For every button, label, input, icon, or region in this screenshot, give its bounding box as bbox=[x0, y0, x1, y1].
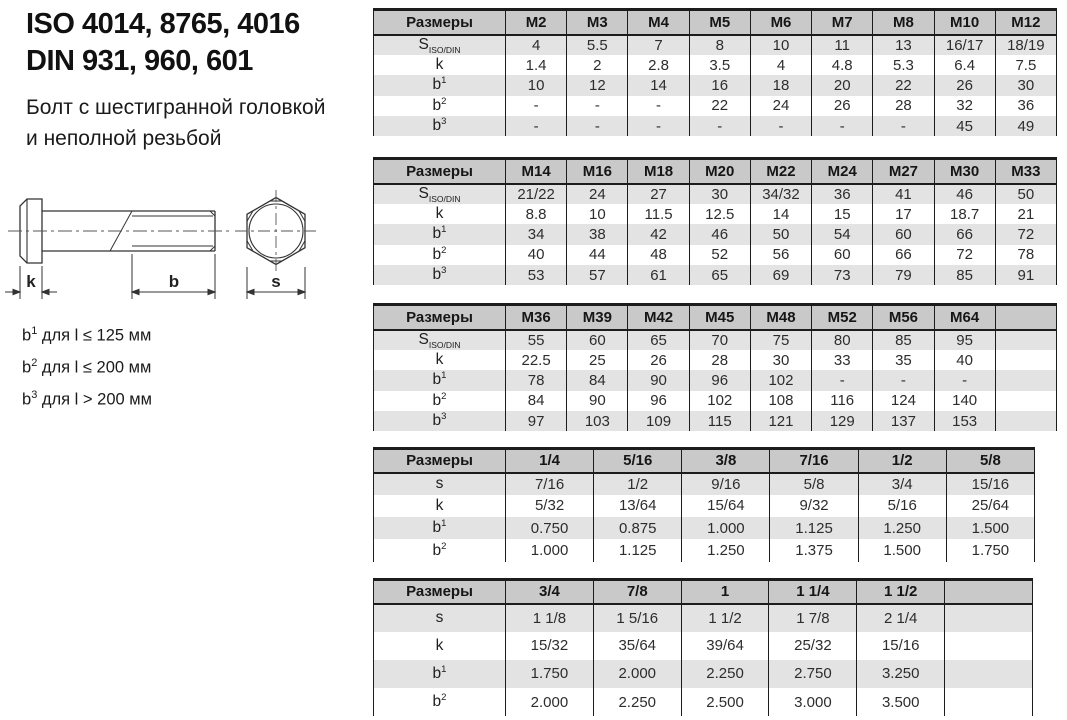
value-cell: 69 bbox=[750, 265, 811, 285]
value-cell: 84 bbox=[567, 370, 628, 390]
value-cell: 1.500 bbox=[946, 517, 1034, 539]
table-row bbox=[374, 660, 1033, 688]
size-column-header: M12 bbox=[995, 10, 1056, 35]
header-row bbox=[374, 10, 1057, 35]
value-cell: 109 bbox=[628, 411, 689, 431]
value-cell: 1 5/16 bbox=[593, 604, 681, 632]
value-cell: 2 bbox=[567, 55, 628, 75]
size-column-header: M48 bbox=[750, 305, 811, 330]
value-cell: 96 bbox=[689, 370, 750, 390]
value-cell: 85 bbox=[873, 330, 934, 350]
value-cell: 124 bbox=[873, 391, 934, 411]
value-cell: 78 bbox=[995, 245, 1056, 265]
value-cell: 39/64 bbox=[681, 632, 769, 660]
table-row bbox=[374, 116, 1057, 136]
size-column-header: M56 bbox=[873, 305, 934, 330]
value-cell: 26 bbox=[934, 75, 995, 95]
value-cell: 65 bbox=[689, 265, 750, 285]
table-row bbox=[374, 245, 1057, 265]
value-cell: 25/64 bbox=[946, 495, 1034, 517]
header-row bbox=[374, 449, 1035, 473]
table-row bbox=[374, 517, 1035, 539]
value-cell: 17 bbox=[873, 204, 934, 224]
value-cell: - bbox=[567, 116, 628, 136]
size-column-header: M7 bbox=[812, 10, 873, 35]
corner-header: Размеры bbox=[374, 10, 506, 35]
table-row bbox=[374, 350, 1057, 370]
value-cell: 3.000 bbox=[769, 688, 857, 716]
row-label: k bbox=[374, 350, 506, 370]
value-cell: 72 bbox=[995, 224, 1056, 244]
value-cell: 66 bbox=[873, 245, 934, 265]
value-cell bbox=[945, 604, 1033, 632]
size-column-header: M36 bbox=[506, 305, 567, 330]
value-cell: 90 bbox=[628, 370, 689, 390]
value-cell: 45 bbox=[934, 116, 995, 136]
row-label: $b^1$ bbox=[374, 517, 506, 539]
size-column-header bbox=[995, 305, 1056, 330]
table-row bbox=[374, 473, 1035, 495]
value-cell: 103 bbox=[567, 411, 628, 431]
value-cell: 53 bbox=[506, 265, 567, 285]
dimension-s-label: s bbox=[271, 272, 281, 291]
value-cell: 1 7/8 bbox=[769, 604, 857, 632]
value-cell: - bbox=[567, 96, 628, 116]
dimension-k-label: k bbox=[26, 272, 36, 291]
value-cell: 8.8 bbox=[506, 204, 567, 224]
value-cell: 34 bbox=[506, 224, 567, 244]
row-label: $b^1$ bbox=[374, 370, 506, 390]
corner-header: Размеры bbox=[374, 159, 506, 184]
size-column-header bbox=[945, 580, 1033, 604]
value-cell: 75 bbox=[750, 330, 811, 350]
value-cell bbox=[945, 660, 1033, 688]
row-label: $b^1$ bbox=[374, 75, 506, 95]
size-column-header: 7/16 bbox=[770, 449, 858, 473]
table-row bbox=[374, 604, 1033, 632]
value-cell: 16/17 bbox=[934, 35, 995, 55]
value-cell: 25 bbox=[567, 350, 628, 370]
value-cell: 38 bbox=[567, 224, 628, 244]
value-cell: 35/64 bbox=[593, 632, 681, 660]
row-label: $b^2$ bbox=[374, 391, 506, 411]
table-row bbox=[374, 411, 1057, 431]
value-cell: 72 bbox=[934, 245, 995, 265]
size-column-header: M39 bbox=[567, 305, 628, 330]
value-cell: 15/16 bbox=[946, 473, 1034, 495]
value-cell: 1.000 bbox=[506, 539, 594, 561]
size-column-header: M64 bbox=[934, 305, 995, 330]
subtitle-line1: Болт с шестигранной головкой bbox=[26, 96, 326, 119]
value-cell: 11 bbox=[812, 35, 873, 55]
table-row bbox=[374, 391, 1057, 411]
value-cell: 33 bbox=[812, 350, 873, 370]
value-cell: 140 bbox=[934, 391, 995, 411]
table-row bbox=[374, 265, 1057, 285]
size-column-header: 3/8 bbox=[682, 449, 770, 473]
value-cell: 0.750 bbox=[506, 517, 594, 539]
dimension-table-metric-small bbox=[373, 8, 1057, 136]
row-label: $S_{ISO/DIN}$ bbox=[374, 184, 506, 204]
size-column-header: M4 bbox=[628, 10, 689, 35]
value-cell: 7/16 bbox=[506, 473, 594, 495]
footnotes bbox=[22, 318, 152, 414]
size-column-header: M5 bbox=[689, 10, 750, 35]
value-cell: - bbox=[750, 116, 811, 136]
row-label: $b^3$ bbox=[374, 116, 506, 136]
value-cell: - bbox=[506, 116, 567, 136]
value-cell: 7 bbox=[628, 35, 689, 55]
value-cell: 115 bbox=[689, 411, 750, 431]
table-row bbox=[374, 539, 1035, 561]
size-column-header: 1 1/2 bbox=[857, 580, 945, 604]
value-cell: 5.3 bbox=[873, 55, 934, 75]
size-column-header: M33 bbox=[995, 159, 1056, 184]
row-label: $b^1$ bbox=[374, 660, 506, 688]
row-label: $b^1$ bbox=[374, 224, 506, 244]
footnote-b3: $b^3$ для l > 200 мм bbox=[22, 389, 152, 409]
value-cell: - bbox=[873, 116, 934, 136]
value-cell bbox=[995, 370, 1056, 390]
value-cell: 25/32 bbox=[769, 632, 857, 660]
value-cell: 73 bbox=[812, 265, 873, 285]
value-cell: 1.375 bbox=[770, 539, 858, 561]
row-label: k bbox=[374, 204, 506, 224]
value-cell: 102 bbox=[750, 370, 811, 390]
value-cell: 34/32 bbox=[750, 184, 811, 204]
value-cell: 2.8 bbox=[628, 55, 689, 75]
size-column-header: M30 bbox=[934, 159, 995, 184]
table-row bbox=[374, 204, 1057, 224]
value-cell: 18.7 bbox=[934, 204, 995, 224]
value-cell: 2.750 bbox=[769, 660, 857, 688]
value-cell: 1.125 bbox=[770, 517, 858, 539]
value-cell: 12 bbox=[567, 75, 628, 95]
value-cell: - bbox=[812, 116, 873, 136]
value-cell: 60 bbox=[873, 224, 934, 244]
dimension-table-inch-large bbox=[373, 578, 1033, 716]
value-cell: 90 bbox=[567, 391, 628, 411]
header-row bbox=[374, 580, 1033, 604]
value-cell: 56 bbox=[750, 245, 811, 265]
value-cell bbox=[995, 350, 1056, 370]
value-cell bbox=[995, 391, 1056, 411]
size-column-header: 1/4 bbox=[506, 449, 594, 473]
value-cell: 15/32 bbox=[506, 632, 594, 660]
value-cell: 85 bbox=[934, 265, 995, 285]
size-column-header: 5/8 bbox=[946, 449, 1034, 473]
value-cell: 3.250 bbox=[857, 660, 945, 688]
value-cell: 36 bbox=[995, 96, 1056, 116]
value-cell: 46 bbox=[689, 224, 750, 244]
value-cell: 16 bbox=[689, 75, 750, 95]
value-cell: 46 bbox=[934, 184, 995, 204]
value-cell bbox=[945, 688, 1033, 716]
value-cell: 66 bbox=[934, 224, 995, 244]
value-cell: 28 bbox=[873, 96, 934, 116]
value-cell: 30 bbox=[689, 184, 750, 204]
value-cell: 80 bbox=[812, 330, 873, 350]
value-cell: 1.4 bbox=[506, 55, 567, 75]
value-cell: 49 bbox=[995, 116, 1056, 136]
value-cell: 50 bbox=[750, 224, 811, 244]
value-cell bbox=[995, 411, 1056, 431]
dimension-table-metric-medium bbox=[373, 157, 1057, 285]
table-row bbox=[374, 495, 1035, 517]
value-cell: 95 bbox=[934, 330, 995, 350]
value-cell: 14 bbox=[628, 75, 689, 95]
value-cell: - bbox=[873, 370, 934, 390]
size-column-header: 1/2 bbox=[858, 449, 946, 473]
row-label: $b^2$ bbox=[374, 688, 506, 716]
value-cell: 4 bbox=[750, 55, 811, 75]
row-label: $S_{ISO/DIN}$ bbox=[374, 35, 506, 55]
value-cell: 5.5 bbox=[567, 35, 628, 55]
size-column-header: M27 bbox=[873, 159, 934, 184]
size-column-header: M10 bbox=[934, 10, 995, 35]
value-cell: 5/16 bbox=[858, 495, 946, 517]
value-cell: 55 bbox=[506, 330, 567, 350]
value-cell: 108 bbox=[750, 391, 811, 411]
value-cell: 79 bbox=[873, 265, 934, 285]
value-cell: 13 bbox=[873, 35, 934, 55]
value-cell: 60 bbox=[812, 245, 873, 265]
size-column-header: M24 bbox=[812, 159, 873, 184]
row-label: k bbox=[374, 55, 506, 75]
size-column-header: 1 1/4 bbox=[769, 580, 857, 604]
row-label: $b^3$ bbox=[374, 411, 506, 431]
value-cell: 24 bbox=[567, 184, 628, 204]
value-cell: 18/19 bbox=[995, 35, 1056, 55]
page-title bbox=[26, 6, 300, 80]
value-cell: 10 bbox=[506, 75, 567, 95]
value-cell: 28 bbox=[689, 350, 750, 370]
value-cell: 129 bbox=[812, 411, 873, 431]
value-cell: 1 1/2 bbox=[681, 604, 769, 632]
value-cell: - bbox=[934, 370, 995, 390]
value-cell: 1.250 bbox=[858, 517, 946, 539]
size-column-header: 1 bbox=[681, 580, 769, 604]
value-cell: 1.250 bbox=[682, 539, 770, 561]
table-row bbox=[374, 96, 1057, 116]
table-row bbox=[374, 688, 1033, 716]
size-column-header: M22 bbox=[750, 159, 811, 184]
value-cell: 65 bbox=[628, 330, 689, 350]
value-cell: 96 bbox=[628, 391, 689, 411]
value-cell: 26 bbox=[812, 96, 873, 116]
value-cell: 12.5 bbox=[689, 204, 750, 224]
value-cell: - bbox=[628, 96, 689, 116]
size-column-header: M45 bbox=[689, 305, 750, 330]
bolt-technical-drawing bbox=[4, 186, 334, 321]
value-cell: 5/8 bbox=[770, 473, 858, 495]
value-cell: 52 bbox=[689, 245, 750, 265]
size-column-header: M3 bbox=[567, 10, 628, 35]
value-cell: 21 bbox=[995, 204, 1056, 224]
size-column-header: M8 bbox=[873, 10, 934, 35]
value-cell: 116 bbox=[812, 391, 873, 411]
value-cell: - bbox=[812, 370, 873, 390]
value-cell: 10 bbox=[567, 204, 628, 224]
row-label: s bbox=[374, 473, 506, 495]
value-cell: 102 bbox=[689, 391, 750, 411]
value-cell: 121 bbox=[750, 411, 811, 431]
value-cell: 70 bbox=[689, 330, 750, 350]
value-cell: 14 bbox=[750, 204, 811, 224]
value-cell: 22 bbox=[873, 75, 934, 95]
corner-header: Размеры bbox=[374, 305, 506, 330]
value-cell: 44 bbox=[567, 245, 628, 265]
table-row bbox=[374, 370, 1057, 390]
title-iso: ISO 4014, 8765, 4016 bbox=[26, 8, 300, 40]
title-din: DIN 931, 960, 601 bbox=[26, 45, 253, 77]
value-cell: 2 1/4 bbox=[857, 604, 945, 632]
footnote-b2: $b^2$ для l ≤ 200 мм bbox=[22, 357, 152, 377]
value-cell: 3/4 bbox=[858, 473, 946, 495]
value-cell: 97 bbox=[506, 411, 567, 431]
size-column-header: M42 bbox=[628, 305, 689, 330]
subtitle-line2: и неполной резьбой bbox=[26, 127, 222, 150]
value-cell: - bbox=[506, 96, 567, 116]
size-column-header: 3/4 bbox=[506, 580, 594, 604]
row-label: $b^2$ bbox=[374, 245, 506, 265]
value-cell: 30 bbox=[995, 75, 1056, 95]
table-row bbox=[374, 224, 1057, 244]
value-cell: 40 bbox=[934, 350, 995, 370]
value-cell: 3.500 bbox=[857, 688, 945, 716]
table-row bbox=[374, 55, 1057, 75]
row-label: k bbox=[374, 632, 506, 660]
table-row bbox=[374, 75, 1057, 95]
value-cell: 0.875 bbox=[594, 517, 682, 539]
value-cell: 153 bbox=[934, 411, 995, 431]
value-cell: 42 bbox=[628, 224, 689, 244]
size-column-header: 7/8 bbox=[593, 580, 681, 604]
row-label: s bbox=[374, 604, 506, 632]
value-cell: 4 bbox=[506, 35, 567, 55]
value-cell: 24 bbox=[750, 96, 811, 116]
size-column-header: M14 bbox=[506, 159, 567, 184]
dimension-table-inch-small bbox=[373, 447, 1035, 562]
value-cell: 40 bbox=[506, 245, 567, 265]
size-column-header: M2 bbox=[506, 10, 567, 35]
table-row bbox=[374, 632, 1033, 660]
value-cell: 84 bbox=[506, 391, 567, 411]
value-cell: 54 bbox=[812, 224, 873, 244]
size-column-header: M6 bbox=[750, 10, 811, 35]
value-cell: 9/32 bbox=[770, 495, 858, 517]
row-label: k bbox=[374, 495, 506, 517]
value-cell: 36 bbox=[812, 184, 873, 204]
value-cell: 10 bbox=[750, 35, 811, 55]
value-cell: 137 bbox=[873, 411, 934, 431]
value-cell bbox=[995, 330, 1056, 350]
value-cell: 91 bbox=[995, 265, 1056, 285]
value-cell: 20 bbox=[812, 75, 873, 95]
value-cell: 6.4 bbox=[934, 55, 995, 75]
value-cell: 2.250 bbox=[593, 688, 681, 716]
row-label: $b^2$ bbox=[374, 539, 506, 561]
value-cell: 1/2 bbox=[594, 473, 682, 495]
value-cell: - bbox=[628, 116, 689, 136]
value-cell: 27 bbox=[628, 184, 689, 204]
value-cell: 1.750 bbox=[506, 660, 594, 688]
value-cell: 1.000 bbox=[682, 517, 770, 539]
value-cell: 2.000 bbox=[506, 688, 594, 716]
size-column-header: M18 bbox=[628, 159, 689, 184]
size-column-header: M52 bbox=[812, 305, 873, 330]
dimension-table-metric-large bbox=[373, 303, 1057, 431]
value-cell: 15/64 bbox=[682, 495, 770, 517]
value-cell: 2.000 bbox=[593, 660, 681, 688]
value-cell: 18 bbox=[750, 75, 811, 95]
value-cell: 1 1/8 bbox=[506, 604, 594, 632]
value-cell: 26 bbox=[628, 350, 689, 370]
value-cell: 7.5 bbox=[995, 55, 1056, 75]
value-cell: 15 bbox=[812, 204, 873, 224]
table-row bbox=[374, 35, 1057, 55]
value-cell: 57 bbox=[567, 265, 628, 285]
value-cell: 5/32 bbox=[506, 495, 594, 517]
value-cell: 41 bbox=[873, 184, 934, 204]
value-cell: 1.125 bbox=[594, 539, 682, 561]
value-cell: 2.250 bbox=[681, 660, 769, 688]
value-cell: 2.500 bbox=[681, 688, 769, 716]
value-cell: 60 bbox=[567, 330, 628, 350]
value-cell: 8 bbox=[689, 35, 750, 55]
value-cell: 22.5 bbox=[506, 350, 567, 370]
value-cell: 48 bbox=[628, 245, 689, 265]
value-cell: 21/22 bbox=[506, 184, 567, 204]
value-cell: 1.500 bbox=[858, 539, 946, 561]
value-cell: 78 bbox=[506, 370, 567, 390]
value-cell: 30 bbox=[750, 350, 811, 370]
row-label: $b^2$ bbox=[374, 96, 506, 116]
corner-header: Размеры bbox=[374, 449, 506, 473]
value-cell: 4.8 bbox=[812, 55, 873, 75]
value-cell: 50 bbox=[995, 184, 1056, 204]
size-column-header: 5/16 bbox=[594, 449, 682, 473]
page-subtitle bbox=[26, 92, 325, 154]
table-row bbox=[374, 184, 1057, 204]
row-label: $S_{ISO/DIN}$ bbox=[374, 330, 506, 350]
value-cell: 1.750 bbox=[946, 539, 1034, 561]
value-cell: 11.5 bbox=[628, 204, 689, 224]
row-label: $b^3$ bbox=[374, 265, 506, 285]
table-row bbox=[374, 330, 1057, 350]
value-cell bbox=[945, 632, 1033, 660]
value-cell: 35 bbox=[873, 350, 934, 370]
value-cell: 13/64 bbox=[594, 495, 682, 517]
dimension-b-label: b bbox=[168, 272, 180, 291]
value-cell: 32 bbox=[934, 96, 995, 116]
value-cell: 61 bbox=[628, 265, 689, 285]
size-column-header: M16 bbox=[567, 159, 628, 184]
size-column-header: M20 bbox=[689, 159, 750, 184]
value-cell: 15/16 bbox=[857, 632, 945, 660]
corner-header: Размеры bbox=[374, 580, 506, 604]
header-row bbox=[374, 305, 1057, 330]
value-cell: 3.5 bbox=[689, 55, 750, 75]
value-cell: - bbox=[689, 116, 750, 136]
footnote-b1: $b^1$ для l ≤ 125 мм bbox=[22, 325, 152, 345]
value-cell: 9/16 bbox=[682, 473, 770, 495]
header-row bbox=[374, 159, 1057, 184]
value-cell: 22 bbox=[689, 96, 750, 116]
